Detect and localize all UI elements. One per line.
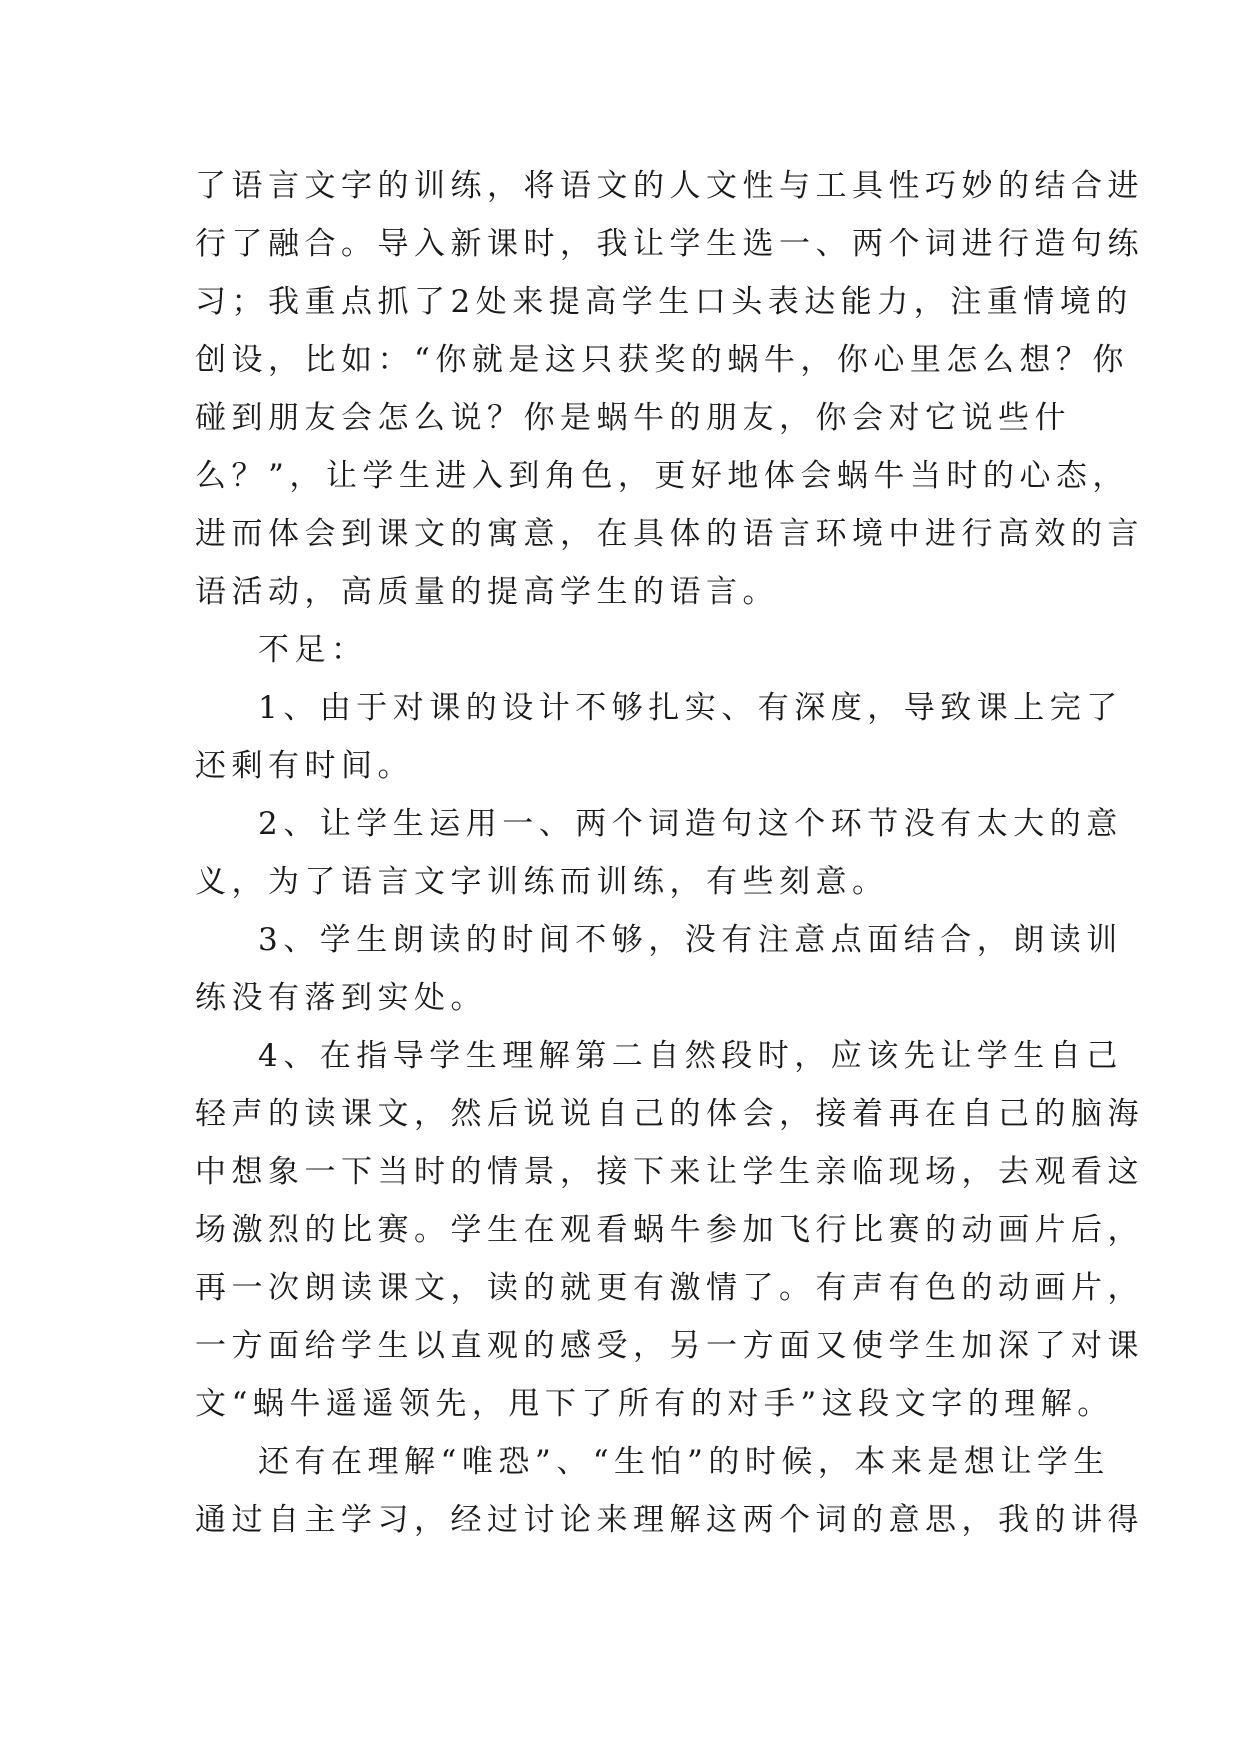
section-heading: 不足：: [258, 632, 368, 668]
text-line: 还剩有时间。: [195, 748, 414, 784]
text-line: 了语言文字的训练，将语文的人文性与工具性巧妙的结合进: [195, 168, 1144, 204]
text-line: 通过自主学习，经过讨论来理解这两个词的意思，我的讲得: [195, 1502, 1144, 1538]
text-line: 么？”，让学生进入到角色，更好地体会蜗牛当时的心态，: [195, 458, 1129, 494]
text-line: 场激烈的比赛。学生在观看蜗牛参加飞行比赛的动画片后，: [195, 1212, 1144, 1248]
text-line: 习；我重点抓了2处来提高学生口头表达能力，注重情境的: [195, 284, 1133, 320]
text-line: 文“蜗牛遥遥领先，甩下了所有的对手”这段文字的理解。: [195, 1386, 1114, 1422]
text-line: 轻声的读课文，然后说说自己的体会，接着再在自己的脑海: [195, 1096, 1144, 1132]
text-line: 碰到朋友会怎么说？你是蜗牛的朋友，你会对它说些什: [195, 400, 1071, 436]
text-line: 练没有落到实处。: [195, 980, 487, 1016]
text-line: 中想象一下当时的情景，接下来让学生亲临现场，去观看这: [195, 1154, 1144, 1190]
text-line: 语活动，高质量的提高学生的语言。: [195, 574, 779, 610]
text-line: 创设，比如：“你就是这只获奖的蜗牛，你心里怎么想？你: [195, 342, 1129, 378]
text-line: 进而体会到课文的寓意，在具体的语言环境中进行高效的言: [195, 516, 1144, 552]
text-line: 义，为了语言文字训练而训练，有些刻意。: [195, 864, 889, 900]
text-line: 行了融合。导入新课时，我让学生选一、两个词进行造句练: [195, 226, 1144, 262]
text-line: 还有在理解“唯恐”、“生怕”的时候，本来是想让学生: [258, 1444, 1110, 1480]
text-line: 4、在指导学生理解第二自然段时，应该先让学生自己: [258, 1038, 1123, 1074]
text-line: 再一次朗读课文，读的就更有激情了。有声有色的动画片，: [195, 1270, 1144, 1306]
text-line: 一方面给学生以直观的感受，另一方面又使学生加深了对课: [195, 1328, 1144, 1364]
text-line: 3、学生朗读的时间不够，没有注意点面结合，朗读训: [258, 922, 1123, 958]
text-line: 2、让学生运用一、两个词造句这个环节没有太大的意: [258, 806, 1123, 842]
text-line: 1、由于对课的设计不够扎实、有深度，导致课上完了: [258, 690, 1123, 726]
